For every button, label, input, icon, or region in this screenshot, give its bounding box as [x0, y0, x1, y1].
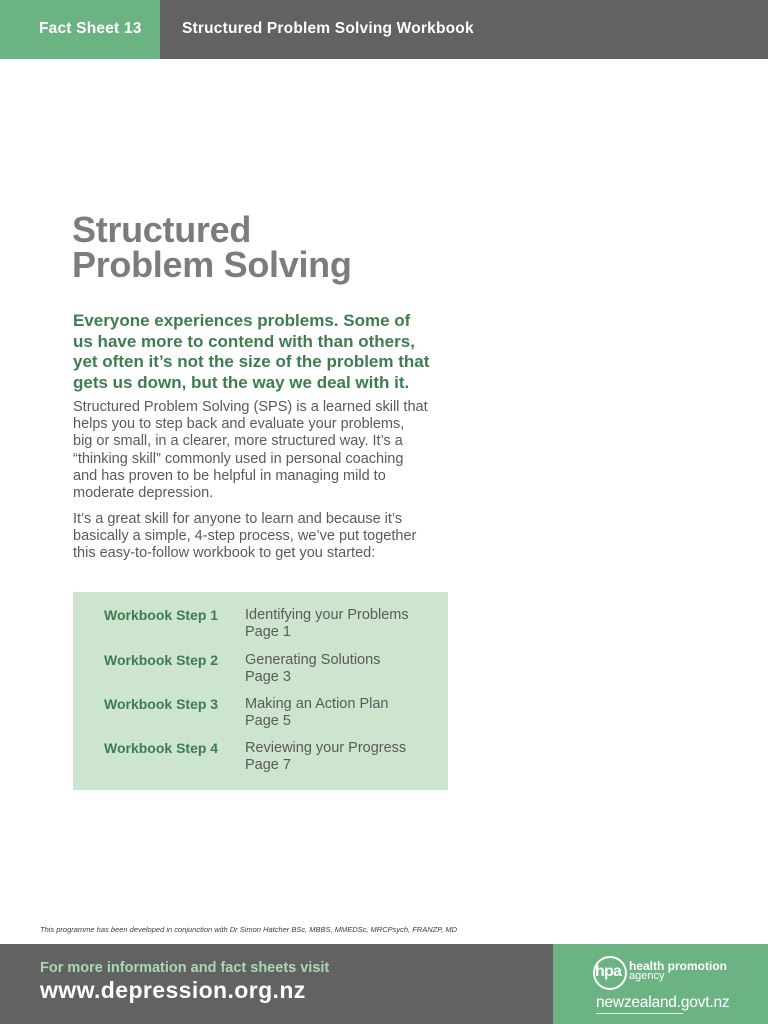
step-label: Workbook Step 4	[104, 740, 219, 756]
paragraph-line: big or small, in a clearer, more structured way. It’s a	[73, 433, 403, 450]
paragraph-line: and has proven to be helpful in managing mild to	[73, 467, 386, 484]
paragraph-line: helps you to step back and evaluate your problems,	[73, 416, 405, 433]
hpa-logo-mark: hpa	[595, 963, 622, 980]
page-header	[0, 0, 768, 59]
nz-govt-logo[interactable]: newzealand.govt.nz	[596, 994, 730, 1011]
step-page: Page 3	[245, 669, 291, 685]
step-label: Workbook Step 1	[104, 607, 219, 623]
workbook-steps-box	[73, 592, 448, 790]
workbook-step-row[interactable]	[73, 652, 448, 692]
website-link[interactable]: www.depression.org.nz	[40, 977, 306, 1003]
lead-line: yet often it’s not the size of the problem that	[73, 352, 430, 371]
workbook-step-row[interactable]	[73, 740, 448, 780]
paragraph-line: It’s a great skill for anyone to learn and because it’s	[73, 511, 403, 527]
step-label: Workbook Step 3	[104, 696, 219, 712]
page-title	[72, 209, 352, 285]
partner-logos	[553, 944, 768, 1024]
footer-info-text: For more information and fact sheets visit	[40, 960, 330, 976]
header-title: Structured Problem Solving Workbook	[182, 20, 474, 37]
workbook-step-row[interactable]	[73, 696, 448, 736]
step-name: Reviewing your Progress	[245, 740, 407, 756]
step-name: Generating Solutions	[245, 652, 381, 668]
nz-govt-underline	[596, 1013, 683, 1014]
workbook-step-row[interactable]	[73, 607, 448, 647]
workbook-paragraph	[73, 511, 453, 563]
credit-note: This programme has been developed in conjunction with Dr Simon Hatcher BSc, MBBS, MMEDSc, MRCPsych, FRANZP, MD	[40, 925, 458, 934]
paragraph-line: basically a simple, 4-step process, we’ve put together	[73, 528, 417, 545]
lead-line: us have more to contend with than others,	[73, 331, 415, 351]
step-page: Page 5	[245, 713, 291, 729]
page-footer	[0, 944, 768, 1024]
paragraph-line: “thinking skill” commonly used in personal coaching	[73, 450, 404, 467]
step-page: Page 1	[245, 624, 291, 640]
step-label: Workbook Step 2	[104, 652, 219, 668]
step-name: Identifying your Problems	[245, 607, 409, 623]
step-name: Making an Action Plan	[245, 696, 389, 712]
paragraph-line: moderate depression.	[73, 485, 214, 502]
intro-paragraph	[73, 399, 453, 502]
paragraph-line: Structured Problem Solving (SPS) is a learned skill that	[73, 399, 428, 415]
step-page: Page 7	[245, 757, 291, 773]
page-title-line: Problem Solving	[72, 244, 352, 285]
fact-sheet-label: Fact Sheet 13	[39, 20, 142, 37]
lead-line: gets us down, but the way we deal with it.	[73, 372, 410, 392]
lead-line: Everyone experiences problems. Some of	[73, 311, 411, 330]
paragraph-line: this easy-to-follow workbook to get you started:	[73, 545, 376, 562]
hpa-logo-sub: agency	[629, 970, 665, 982]
fact-sheet-tab	[0, 0, 160, 59]
page-title-line: Structured	[72, 209, 252, 250]
hpa-logo-name: health promotion	[629, 959, 727, 973]
lead-paragraph	[73, 311, 453, 393]
